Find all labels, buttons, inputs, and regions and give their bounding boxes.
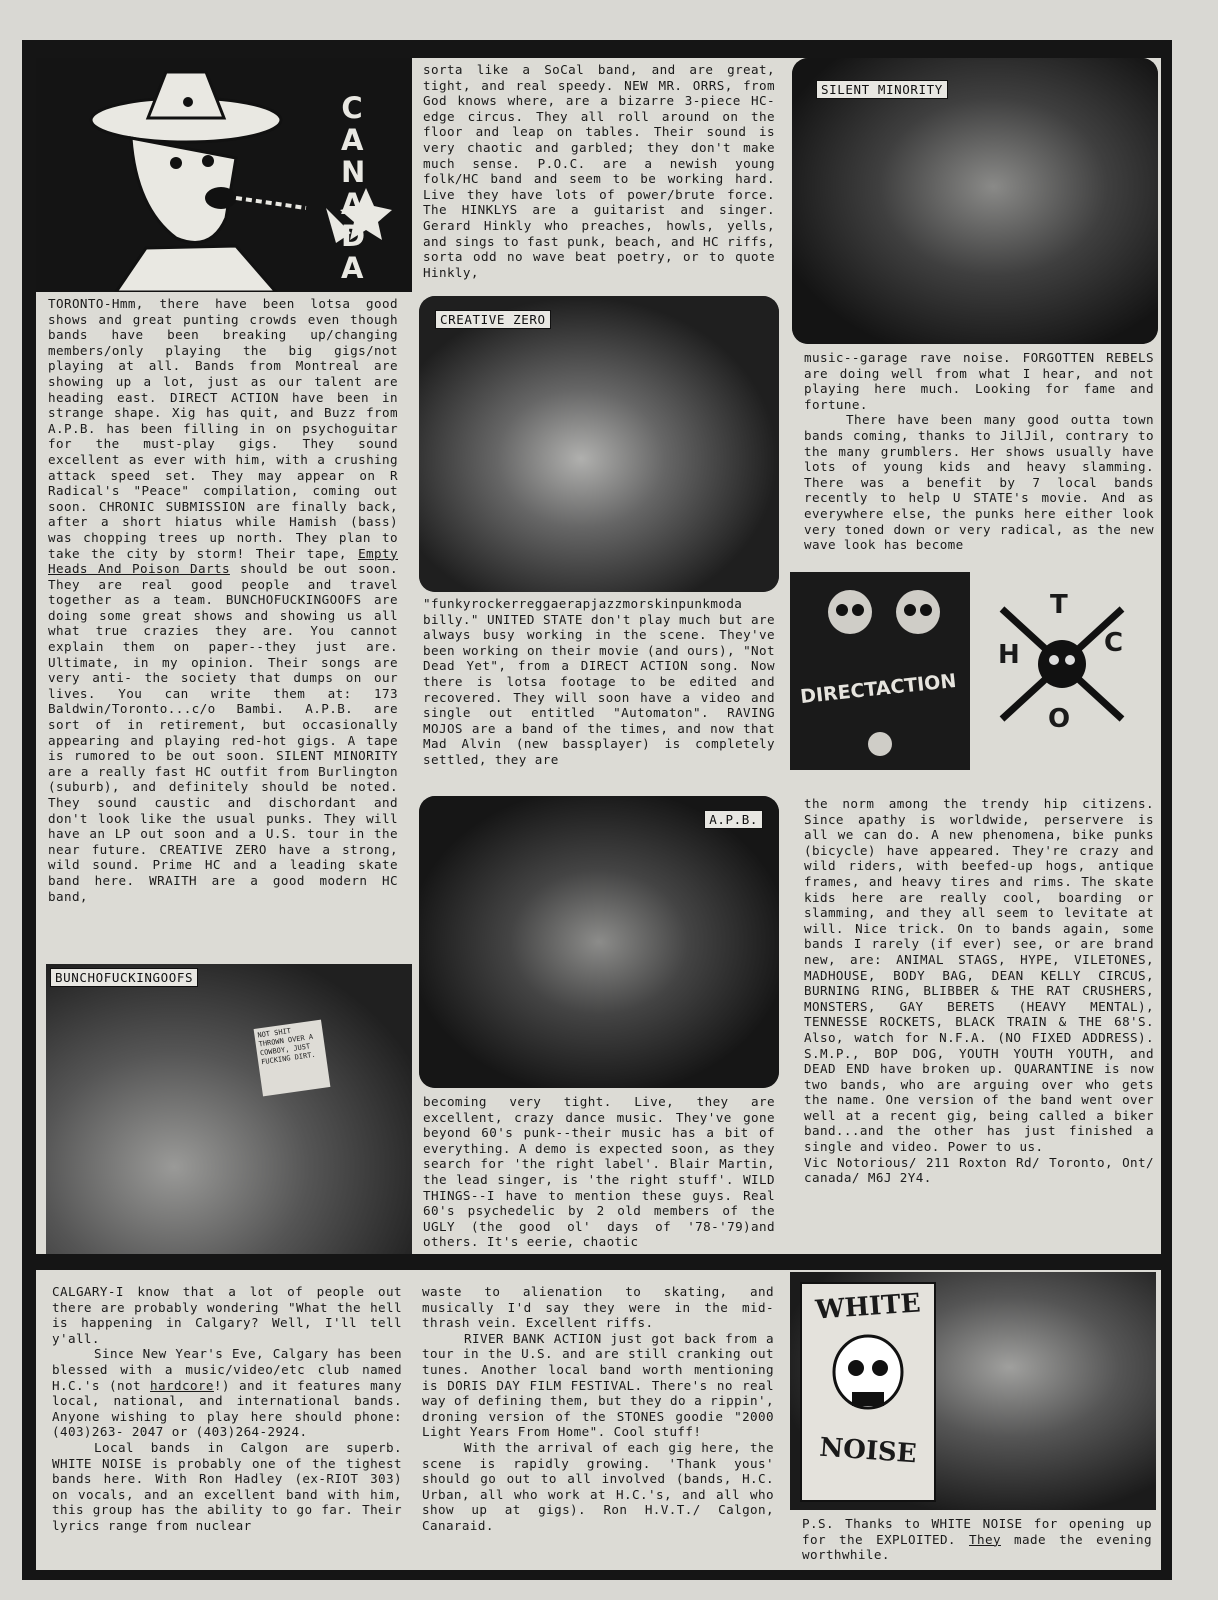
calgary-col2-p2: RIVER BANK ACTION just got back from a tour in the U.S. and are still cranking out tunes. Another local band worth mentioning is DORIS DAY FILM FESTIVAL. There's no real way of defining them, but they do a rippin', droning version of the STONES goodie "2000 Light Years From Home". Cool stuff!	[422, 1330, 774, 1440]
bunchofuckingoofs-photo	[46, 964, 412, 1254]
htco-letter-h: H	[998, 640, 1020, 670]
toronto-column-3a	[804, 350, 1154, 553]
bunch-poster: NOT SHIT THROWN OVER A COWBOY, JUST FUCKING DIRT.	[254, 1020, 331, 1097]
toronto-column-3b	[804, 796, 1154, 1186]
white-noise-poster-bottom: NOISE	[818, 1432, 918, 1470]
silent-minority-photo	[792, 58, 1158, 344]
calgary-col1-p2b: !) and it features many local, national, and international bands. Anyone wishing to play here should phone: (403)263- 2047 or (403)264-2924.	[52, 1377, 402, 1440]
white-noise-poster-top: WHITE	[814, 1288, 922, 1326]
calgary-section	[36, 1270, 1161, 1570]
calgary-col2-p3: With the arrival of each gig here, the scene is rapidly growing. 'Thank yous' should go out to all involved (bands, H.C. Urban, all who work at H.C.'s, and all who show up at gigs). Ron H.V.T./ Calgon, Canaraid.	[422, 1439, 774, 1533]
toronto-signoff: Vic Notorious/ 211 Roxton Rd/ Toronto, Ont/ canada/ M6J 2Y4.	[804, 1154, 1154, 1186]
toronto-col3-a2: There have been many good outta town bands coming, thanks to JilJil, contrary to the many grumblers. Her shows usually have lots of young kids and heavy slamming. There was a benefit by 7 local bands recently to help U STATE's movie. And as everywhere else, the punks here either look very toned down or very radical, as the new wave look has become	[804, 412, 1154, 553]
creative-zero-caption: CREATIVE ZERO	[435, 310, 551, 329]
calgary-column-1	[52, 1284, 402, 1534]
calgary-ps	[802, 1516, 1152, 1563]
calgary-ps-b: made the evening worthwhile.	[802, 1531, 1152, 1563]
skull-icon	[802, 1322, 934, 1432]
calgary-col1-p1: CALGARY-I know that a lot of people out there are probably wondering "What the hell is happening in Calgary? Well, I'll tell y'all.	[52, 1284, 402, 1346]
creative-zero-photo	[419, 296, 779, 592]
top-section	[36, 58, 1161, 1254]
calgary-column-2	[422, 1284, 774, 1534]
toronto-col3-b: the norm among the trendy hip citizens. Since apathy is worldwide, perservere is all we can do. A new phenomena, bike punks (bicycle) have appeared. They're crazy and wild riders, with beefed-up hogs, antique frames, and heavy tires and rims. The skate kids here are really cool, boarding or slamming, and they all seem to levitate at will. Nice trick. On to bands again, some bands I rarely (if ever) see, or are brand new, are: ANIMAL STAGS, HYPE, VILETONES, MADHOUSE, BODY BAG, DEAN KELLY CIRCUS, BURNING RING, BLIBBER & THE RAT CRUSHERS, MONSTERS, GAY BERETS (HEAVY MENTAL), TENNESSE ROCKETS, BLACK TRAIN & THE 68'S. Also, watch for N.F.A. (NO FIXED ADDRESS). S.M.P., BOP DOG, YOUTH YOUTH YOUTH, and DEAD END have broken up. QUARANTINE is now two bands, who are arguing over who gets the name. One version of the band went over well at a recent gig, being called a biker band...and the other has just finished a single and video. Power to us.	[804, 796, 1154, 1155]
htco-letter-t: T	[1050, 590, 1068, 620]
htco-letter-o: O	[1048, 704, 1071, 734]
calgary-hardcore: hardcore	[150, 1377, 214, 1393]
htco-skull-graphic	[982, 584, 1142, 744]
canada-header-illustration	[36, 58, 412, 292]
empty-heads-tape-title: Empty Heads And Poison Darts	[48, 545, 398, 577]
toronto-column-2b: "funkyrockerreggaerapjazzmorskinpunkmoda billy." UNITED STATE don't play much but are always busy working in the scene. They've been working on their movie (and ours), "Not Dead Yet", from a DIRECT ACTION song. Now there is lotsa footage to be edited and recovered. They will soon have a video and single out entitled "Automaton". RAVING MOJOS are a band of the times, and now that Mad Alvin (new bassplayer) is completely settled, they are	[423, 596, 775, 767]
direct-action-label: DIRECTACTION	[799, 669, 958, 709]
toronto-col1-a: TORONTO-Hmm, there have been lotsa good shows and great punting crowds even though bands have been breaking up/changing members/only playing the big gigs/not playing at all. Bands from Montreal are showing up a lot, just as our talent are heading east. DIRECT ACTION have been in strange shape. Xig has quit, and Buzz from A.P.B. has been filling in on psychoguitar for the must-play gigs. They sound excellent as ever with him, with a crushing attack speed set. They may appear on R Radical's "Peace" compilation, coming out soon. CHRONIC SUBMISSION are finally back, after a short hiatus while Hamish (bass) was chopping trees up north. They plan to take the city by storm! Their tape,	[48, 296, 398, 561]
apb-caption: A.P.B.	[704, 810, 763, 829]
silent-minority-caption: SILENT MINORITY	[816, 80, 948, 99]
toronto-column-2a: sorta like a SoCal band, and are great, tight, and real speedy. NEW MR. ORRS, from God knows where, are a bizarre 3-piece HC-edge circus. They all roll around on the floor and leap on tables. Their sound is very chaotic and garbled; they don't make much sense. P.O.C. are a newish young folk/HC band and seem to be working hard. Live they have lots of power/brute force. The HINKLYS are a guitarist and singer. Gerard Hinkly who preaches, howls, yells, and sings to fast punk, beach, and HC riffs, sorta odd no wave beat poetry, or to quote Hinkly,	[423, 62, 775, 280]
calgary-col2-p1: waste to alienation to skating, and musically I'd say they were in the mid-thrash vein. Excellent riffs.	[422, 1284, 774, 1331]
calgary-ps-a: P.S. Thanks to WHITE NOISE for opening up for the EXPLOITED.	[802, 1516, 1152, 1547]
calgary-col1-p2a: Since New Year's Eve, Calgary has been blessed with a music/video/etc club named H.C.'s (not	[52, 1346, 402, 1393]
white-noise-photo	[790, 1272, 1156, 1510]
bunchofuckingoofs-caption: BUNCHOFUCKINGOOFS	[50, 968, 198, 987]
direct-action-graphic	[790, 572, 970, 770]
calgary-ps-they: They	[969, 1531, 1001, 1547]
toronto-column-1	[48, 296, 398, 904]
canada-vertical-title: CANADA	[341, 91, 366, 285]
htco-letter-c: C	[1104, 628, 1124, 658]
apb-photo	[419, 796, 779, 1088]
calgary-col1-p3: Local bands in Calgon are superb. WHITE NOISE is probably one of the tighest bands here. With Ron Hadley (ex-RIOT 303) on vocals, and an excellent band with him, this group has the ability to go far. Their lyrics range from nuclear	[52, 1439, 402, 1533]
toronto-col1-b: should be out soon. They are real good people and travel together as a team. BUNCHOFUCKINGOOFS are doing some great shows and showing us all what true crazies they are. You cannot explain them on paper--they just are. Ultimate, in my opinion. Their songs are very anti- the society that dumps on our lives. You can write them at: 173 Baldwin/Toronto...c/o Bambi. A.P.B. are sort of in retirement, but occasionally appearing and playing red-hot gigs. A tape is rumored to be out soon. SILENT MINORITY are a really fast HC outfit from Burlington (suburb), and definitely should be noted. They sound caustic and dischordant and don't look like the usual punks. They will have an LP out soon and a U.S. tour in the near future. CREATIVE ZERO have a strong, wild sound. Prime HC and a leading skate band here. WRAITH are a good modern HC band,	[48, 561, 398, 904]
white-noise-poster	[800, 1282, 936, 1502]
toronto-col3-a1: music--garage rave noise. FORGOTTEN REBELS are doing well from what I hear, and not playing here much. Looking for fame and fortune.	[804, 350, 1154, 412]
toronto-column-2c: becoming very tight. Live, they are excellent, crazy dance music. They've gone beyond 60's punk--their music has a bit of everything. A demo is expected soon, as they search for 'the right label'. Blair Martin, the lead singer, is 'the right stuff'. WILD THINGS--I have to mention these guys. Real 60's psychedelic by 2 old members of the UGLY (the good ol' days of '78-'79)and others. It's eerie, chaotic	[423, 1094, 775, 1250]
